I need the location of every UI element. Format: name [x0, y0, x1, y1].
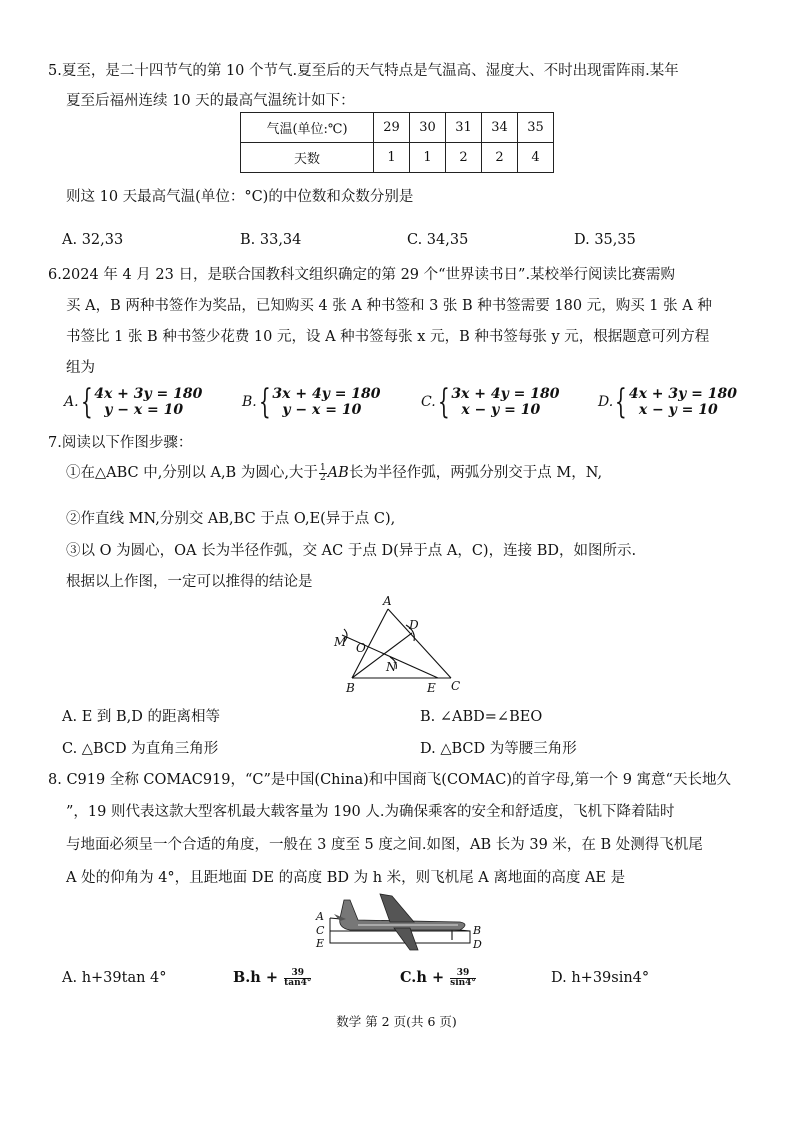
q6-option-b[interactable] [242, 382, 381, 422]
fraction-denominator: tan4° [284, 977, 312, 988]
option-label: C.h [400, 969, 427, 986]
fraction-denominator: sin4° [450, 977, 476, 988]
fraction-numerator: 39 [284, 969, 311, 979]
segment-ab: AB [327, 465, 349, 481]
q7-line1: 7.阅读以下作图步骤： [48, 435, 193, 451]
airplane-icon [334, 894, 465, 950]
fraction [284, 969, 311, 988]
option-label: B.h [233, 969, 261, 986]
option-label: C. [421, 394, 436, 410]
temperature-table [240, 112, 554, 173]
q8-option-d[interactable]: D. h+39sin4° [551, 970, 650, 986]
table-cell: 4 [518, 143, 554, 173]
q5-line3: 则这 10 天最高气温(单位：°C)的中位数和众数分别是 [66, 189, 414, 205]
q7-step1 [66, 463, 602, 483]
q5-option-c[interactable]: C. 34,35 [407, 232, 469, 248]
q6-line2: 买 A，B 两种书签作为奖品，已知购买 4 张 A 种书签和 3 张 B 种书签需要 180 元，购买 1 张 A 种 [66, 298, 712, 314]
q8-line2: ”，19 则代表这款大型客机最大载客量为 190 人.为确保乘客的安全和舒适度，飞机下降着陆时 [66, 804, 675, 820]
q8-line3: 与地面必须呈一个合适的角度，一般在 3 度至 5 度之间.如图，AB 长为 39 米，在 B 处测得飞机尾 [66, 837, 703, 853]
table-header-cell: 气温(单位:℃) [241, 113, 374, 143]
fraction-numerator: 1 [319, 462, 326, 473]
table-cell: 2 [482, 143, 518, 173]
step1-text-b: 长为半径作弧，两弧分别交于点 M，N, [348, 465, 603, 481]
q7-option-b[interactable]: B. ∠ABD=∠BEO [420, 709, 543, 725]
q8-option-b[interactable]: B.h + $\frac{39}{\tan 4^\circ}$ [233, 967, 312, 988]
q7-step3: ③以 O 为圆心，OA 长为半径作弧，交 AC 于点 D(异于点 A，C)，连接 BD，如图所示. [66, 543, 637, 559]
brace-glyph: { [80, 382, 93, 422]
brace-glyph: { [437, 382, 450, 422]
q5-option-d[interactable]: D. 35,35 [574, 232, 636, 248]
q5-option-a[interactable]: A. 32,33 [62, 232, 124, 248]
option-label: D. [598, 394, 614, 410]
q5-line1: 5.夏至，是二十四节气的第 10 个节气.夏至后的天气特点是气温高、湿度大、不时出现雷阵雨.某年 [48, 63, 679, 79]
triangle-construction-figure [330, 595, 470, 695]
equation: 4x + 3y = 180 [628, 386, 737, 402]
table-cell: 2 [446, 143, 482, 173]
table-cell: 1 [374, 143, 410, 173]
step1-text-a: ①在△ABC 中,分别以 A,B 为圆心,大于 [66, 465, 318, 481]
brace-glyph: { [258, 382, 271, 422]
point-m-label: M [334, 635, 347, 649]
equation: x − y = 10 [638, 402, 718, 418]
table-row [241, 143, 554, 173]
q8-line1: 8. C919 全称 COMAC919，“C”是中国(China)和中国商飞(COMAC)的首字母,第一个 9 寓意“天长地久 [48, 772, 731, 788]
q6-line3: 书签比 1 张 B 种书签少花费 10 元，设 A 种书签每张 x 元，B 种书签每张 y 元，根据题意可列方程 [66, 329, 710, 345]
equation: y − x = 10 [104, 402, 184, 418]
point-c-label: C [316, 924, 325, 937]
q7-option-c[interactable]: C. △BCD 为直角三角形 [62, 741, 219, 757]
equation: 3x + 4y = 180 [272, 386, 381, 402]
q7-step2: ②作直线 MN,分别交 AB,BC 于点 O,E(异于点 C), [66, 511, 396, 527]
q5-option-b[interactable]: B. 33,34 [240, 232, 302, 248]
point-d-label: D [409, 618, 419, 632]
point-n-label: N [386, 660, 397, 674]
segment-bd [352, 633, 412, 678]
table-cell: 34 [482, 113, 518, 143]
fraction [450, 969, 476, 988]
point-b-label: B [346, 681, 355, 695]
table-cell: 1 [410, 143, 446, 173]
table-cell: 31 [446, 113, 482, 143]
point-c-label: C [451, 679, 461, 693]
q8-option-c[interactable]: C.h + $\frac{39}{\sin 4^\circ}$ [400, 967, 476, 988]
point-a-label: A [316, 910, 324, 923]
q6-line4: 组为 [66, 360, 95, 376]
q6-option-c[interactable] [421, 382, 560, 422]
airplane-figure [310, 888, 490, 958]
q8-option-a[interactable]: A. h+39tan 4° [62, 970, 167, 986]
equation: y − x = 10 [282, 402, 362, 418]
equation: x − y = 10 [461, 402, 541, 418]
table-header-cell: 天数 [241, 143, 374, 173]
q7-conclusion-prompt: 根据以上作图，一定可以推得的结论是 [66, 574, 313, 590]
equation: 4x + 3y = 180 [94, 386, 203, 402]
q6-line1: 6.2024 年 4 月 23 日，是联合国教科文组织确定的第 29 个“世界读书日”.某校举行阅读比赛需购 [48, 267, 676, 283]
table-cell: 35 [518, 113, 554, 143]
point-b-label: B [473, 924, 482, 937]
equation: 3x + 4y = 180 [451, 386, 560, 402]
table-row [241, 113, 554, 143]
q6-option-a[interactable] [64, 382, 203, 422]
brace-glyph: { [615, 382, 627, 422]
page-footer: 数学 第 2 页(共 6 页) [336, 1014, 457, 1029]
q8-line4: A 处的仰角为 4°，且距地面 DE 的高度 BD 为 h 米，则飞机尾 A 离地面的高度 AE 是 [66, 870, 626, 886]
point-e-label: E [427, 681, 436, 695]
q7-option-d[interactable]: D. △BCD 为等腰三角形 [420, 741, 577, 757]
point-o-label: O [356, 641, 366, 655]
table-cell: 30 [410, 113, 446, 143]
q5-line2: 夏至后福州连续 10 天的最高气温统计如下： [66, 93, 355, 109]
option-label: A. [64, 394, 79, 410]
fraction-numerator: 39 [450, 969, 476, 979]
table-cell: 29 [374, 113, 410, 143]
q6-option-d[interactable] [598, 382, 737, 422]
point-d-label: D [473, 938, 482, 951]
option-label: B. [242, 394, 257, 410]
point-e-label: E [316, 937, 325, 950]
q7-option-a[interactable]: A. E 到 B,D 的距离相等 [62, 709, 220, 725]
point-a-label: A [383, 595, 392, 608]
fraction [319, 464, 327, 483]
fraction-denominator: 2 [319, 472, 326, 483]
